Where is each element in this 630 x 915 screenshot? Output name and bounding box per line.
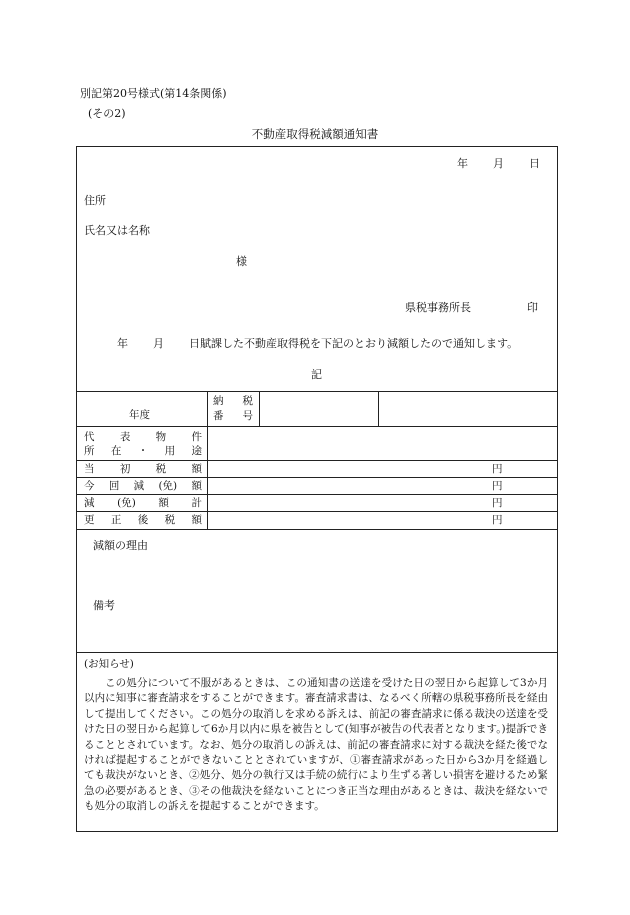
label-char: 後 <box>137 514 149 526</box>
label-char: 番 <box>213 410 224 422</box>
table-rule <box>76 494 558 495</box>
initial-tax-unit: 円 <box>492 463 503 475</box>
label-char: 額 <box>158 497 169 509</box>
table-rule <box>76 460 558 461</box>
label-char: 減 <box>84 497 95 509</box>
label-char: 件 <box>191 431 202 443</box>
label-char: 減 <box>133 480 145 492</box>
form-number: 別記第20号様式(第14条関係) <box>80 87 227 100</box>
seal-mark: 印 <box>527 301 538 314</box>
label-char: 物 <box>155 431 167 443</box>
reduction-total-label <box>84 498 202 509</box>
label-char: 税 <box>242 395 253 407</box>
statement-text: 日賦課した不動産取得税を下記のとおり減額したので通知します。 <box>189 337 519 350</box>
label-char: 額 <box>191 480 202 492</box>
address-label: 住所 <box>84 194 106 207</box>
label-char: 税 <box>164 514 176 526</box>
remarks-label: 備考 <box>93 599 115 612</box>
statement-year: 年 <box>117 337 128 350</box>
label-char: 額 <box>191 463 202 475</box>
tax-number-label-line1 <box>213 396 253 407</box>
table-rule <box>76 529 558 530</box>
honorific-sama: 様 <box>236 255 247 268</box>
label-char: 表 <box>119 431 131 443</box>
table-rule <box>76 511 558 512</box>
date-day: 日 <box>529 157 540 170</box>
reduction-reason-label: 減額の理由 <box>93 539 148 552</box>
label-char: 初 <box>119 463 131 475</box>
initial-tax-label <box>84 464 202 475</box>
label-char: 計 <box>191 497 202 509</box>
property-label-line2 <box>84 446 202 457</box>
label-char: 用 <box>164 445 176 457</box>
table-rule <box>76 426 558 427</box>
label-char: 当 <box>84 463 95 475</box>
table-top-rule <box>76 391 558 392</box>
current-reduction-unit: 円 <box>492 480 503 492</box>
revised-tax-unit: 円 <box>492 514 503 526</box>
label-char: 所 <box>84 445 95 457</box>
label-char: 今 <box>84 480 95 492</box>
label-char: ・ <box>137 445 149 457</box>
table-column-rule <box>207 391 208 529</box>
label-char: 在 <box>110 445 122 457</box>
name-label: 氏名又は名称 <box>84 224 150 237</box>
label-char: 税 <box>155 463 167 475</box>
label-char: 回 <box>108 480 120 492</box>
notice-heading: (お知らせ) <box>84 658 134 670</box>
notice-body: この処分について不服があるときは、この通知書の送達を受けた日の翌日から起算して3か月以内に知事に審査請求をすることができます。審査請求書は、なるべく所轄の県税事務所長を経由して提出してください。この処分の取消しを求める訴えは、前記の審査請求に係る裁決の送達を受けた日の翌日から起算して6か月以内に県を被告として(知事が被告の代表者となります。)提訴できることとされています。なお、処分の取消しの訴えは、前記の審査請求に対する裁決を経た後でなければ提起することができないこととされていますが、①審査請求があった日から3か月を経過しても裁決がないとき、②処分、処分の執行又は手続の続行により生ずる著しい損害を避けるため緊急の必要があるとき、③その他裁決を経ないことにつき正当な理由があるときは、裁決を経ないでも処分の取消しの訴えを提起することができます。 <box>84 677 548 813</box>
current-reduction-label <box>84 481 202 492</box>
notice-top-rule <box>76 652 558 653</box>
label-char: 額 <box>191 514 202 526</box>
label-char: 更 <box>84 514 95 526</box>
date-year: 年 <box>457 157 468 170</box>
tax-number-label-line2 <box>213 411 253 422</box>
label-char: 途 <box>191 445 202 457</box>
ki-label: 記 <box>311 368 322 381</box>
table-column-rule <box>378 391 379 426</box>
statement-month: 月 <box>153 337 164 350</box>
issuer-office: 県税事務所長 <box>405 301 471 314</box>
label-char: (免) <box>158 480 178 492</box>
property-label-line1 <box>84 432 202 443</box>
table-column-rule <box>259 391 260 426</box>
fiscal-year-label: 年度 <box>129 409 150 421</box>
label-char: (免) <box>117 497 136 509</box>
document-title: 不動産取得税減額通知書 <box>251 127 379 141</box>
label-char: 正 <box>110 514 122 526</box>
label-char: 号 <box>242 410 253 422</box>
label-char: 納 <box>213 395 224 407</box>
form-sub-number: (その2) <box>88 107 126 120</box>
date-month: 月 <box>493 157 504 170</box>
table-rule <box>76 477 558 478</box>
reduction-total-unit: 円 <box>492 497 503 509</box>
label-char: 代 <box>84 431 95 443</box>
revised-tax-label <box>84 515 202 526</box>
